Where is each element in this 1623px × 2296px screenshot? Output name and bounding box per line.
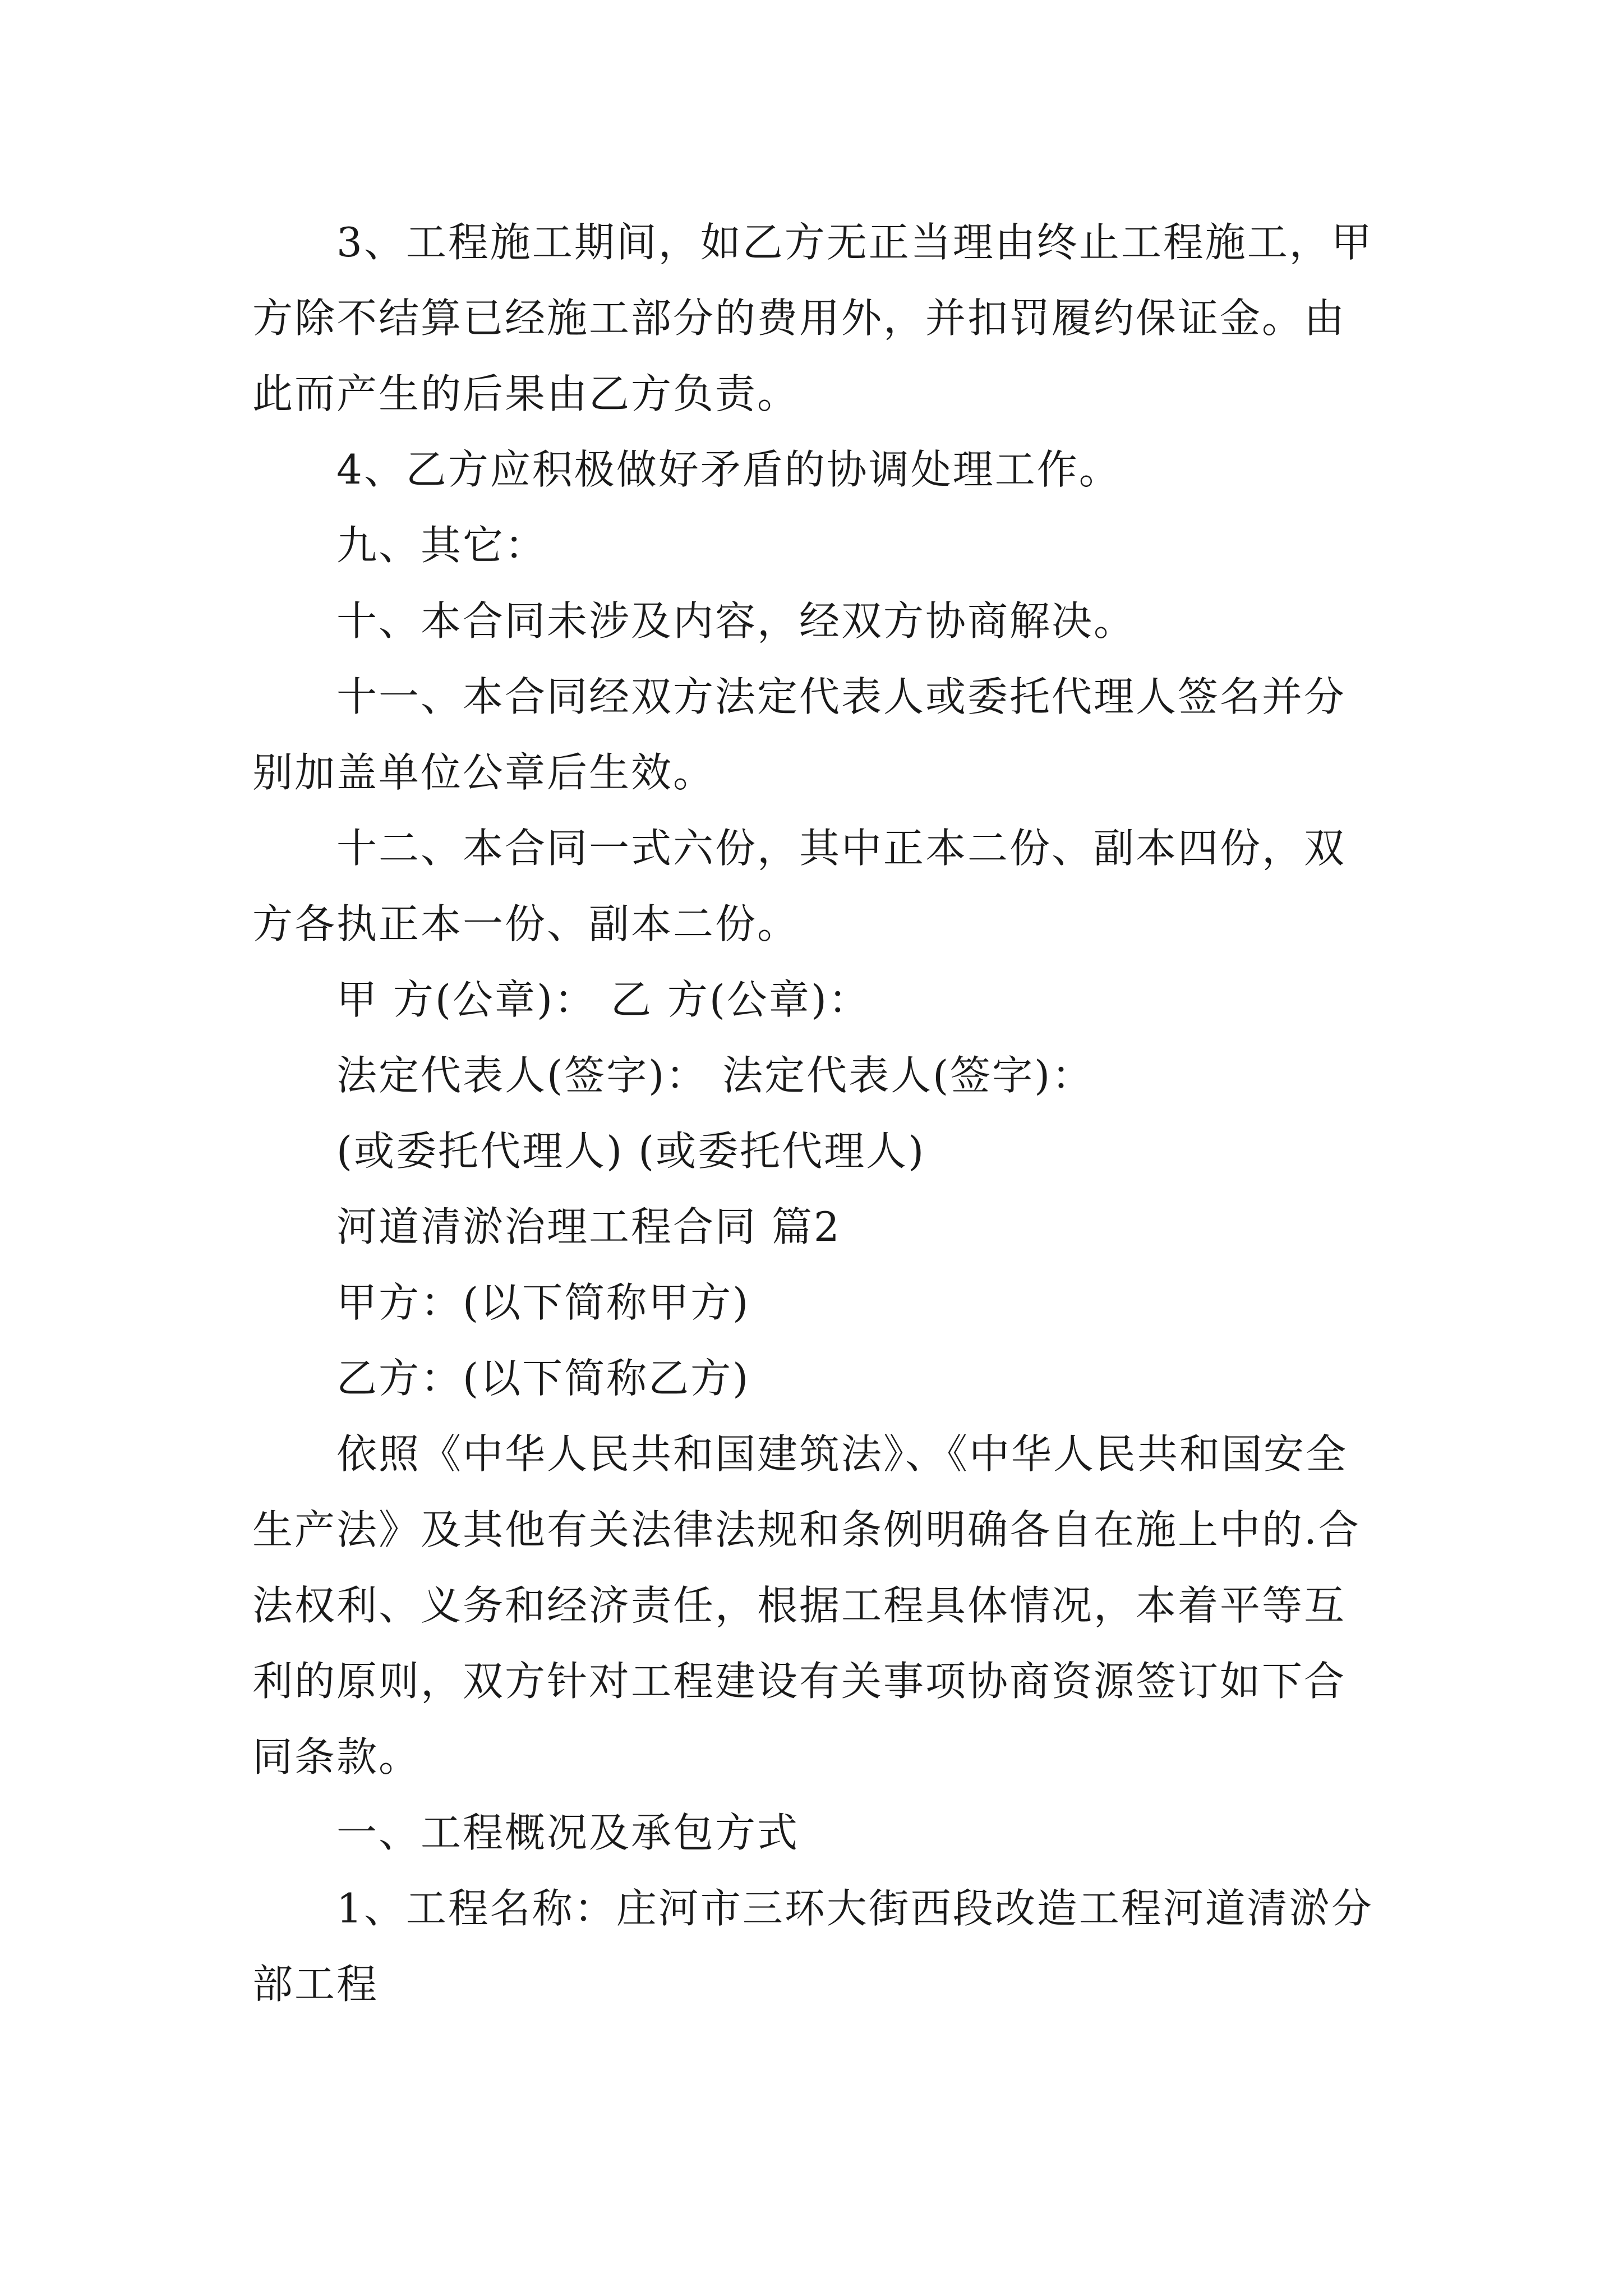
signature-agent-line: (或委托代理人) (或委托代理人) (336, 1128, 926, 1175)
party-b-line: 乙方：(以下简称乙方) (336, 1355, 750, 1402)
signature-representative-line: 法定代表人(签字)： 法定代表人(签字)： (336, 1052, 1094, 1099)
paragraph-section-11: 十一、本合同经双方法定代表人或委托代理人签名并分别加盖单位公章后生效。 (252, 673, 1347, 796)
contract-heading-part-2: 河道清淤治理工程合同 篇2 (336, 1203, 841, 1250)
paragraph-section-9: 九、其它： (336, 522, 547, 569)
signature-seal-line: 甲 方(公章)： 乙 方(公章)： (336, 976, 871, 1023)
project-name-paragraph: 1、工程名称：庄河市三环大街西段改造工程河道清淤分部工程 (252, 1885, 1373, 2008)
paragraph-section-12: 十二、本合同一式六份，其中正本二份、副本四份，双方各执正本一份、副本二份。 (252, 825, 1347, 947)
document-body (252, 205, 1385, 2022)
paragraph-section-10: 十、本合同未涉及内容，经双方协商解决。 (336, 597, 1136, 645)
party-a-line: 甲方：(以下简称甲方) (336, 1279, 750, 1326)
section-1-heading: 一、工程概况及承包方式 (336, 1809, 800, 1856)
preamble-paragraph: 依照《中华人民共和国建筑法》、《中华人民共和国安全生产法》及其他有关法律法规和条例明确各自在施上中的.合法权利、义务和经济责任，根据工程具体情况，本着平等互利的原则，双方针对工程建设有关事项协商资源签订如下合同条款。 (252, 1430, 1361, 1780)
paragraph-clause-4: 4、乙方应积极做好矛盾的协调处理工作。 (336, 446, 1121, 493)
paragraph-clause-3: 3、工程施工期间，如乙方无正当理由终止工程施工，甲方除不结算已经施工部分的费用外，并扣罚履约保证金。由此而产生的后果由乙方负责。 (252, 219, 1373, 417)
